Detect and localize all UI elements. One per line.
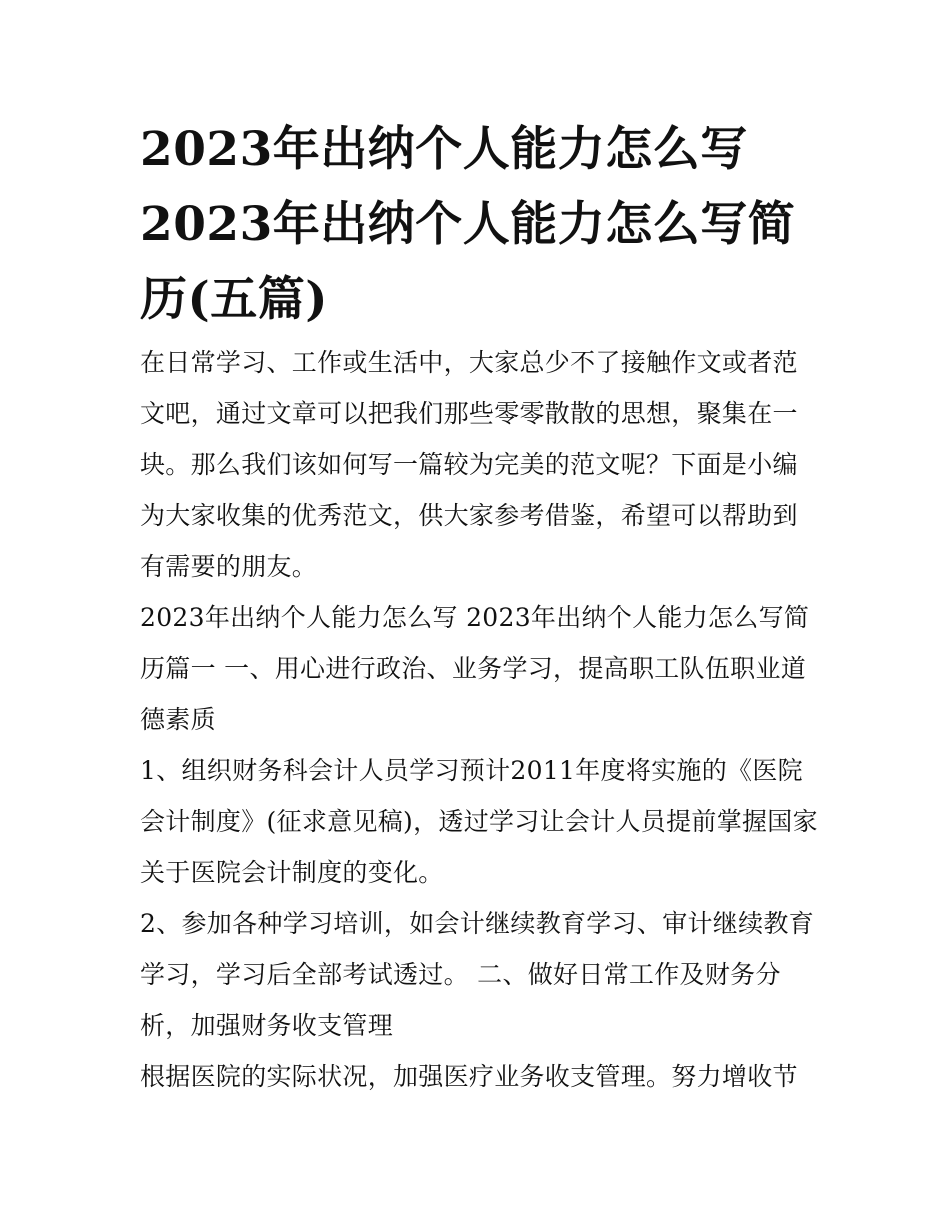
item-1-paragraph: 1、组织财务科会计人员学习预计2011年度将实施的《医院会计制度》(征求意见稿)，透过学习让会计人员提前掌握国家关于医院会计制度的变化。	[140, 756, 818, 887]
document-page	[140, 112, 820, 1102]
document-title: 2023年出纳个人能力怎么写 2023年出纳个人能力怎么写简历(五篇)	[140, 122, 796, 327]
intro-paragraph: 在日常学习、工作或生活中，大家总少不了接触作文或者范文吧，通过文章可以把我们那些零零散散的思想，聚集在一块。那么我们该如何写一篇较为完美的范文呢？下面是小编为大家收集的优秀范文，供大家参考借鉴，希望可以帮助到有需要的朋友。	[140, 348, 798, 581]
section-heading-paragraph: 2023年出纳个人能力怎么写 2023年出纳个人能力怎么写简历篇一 一、用心进行政治、业务学习，提高职工队伍职业道德素质	[140, 603, 810, 734]
closing-paragraph: 根据医院的实际状况，加强医疗业务收支管理。努力增收节	[140, 1062, 798, 1091]
item-2-paragraph: 2、参加各种学习培训，如会计继续教育学习、审计继续教育学习，学习后全部考试透过。 二、做好日常工作及财务分析，加强财务收支管理	[140, 909, 815, 1040]
